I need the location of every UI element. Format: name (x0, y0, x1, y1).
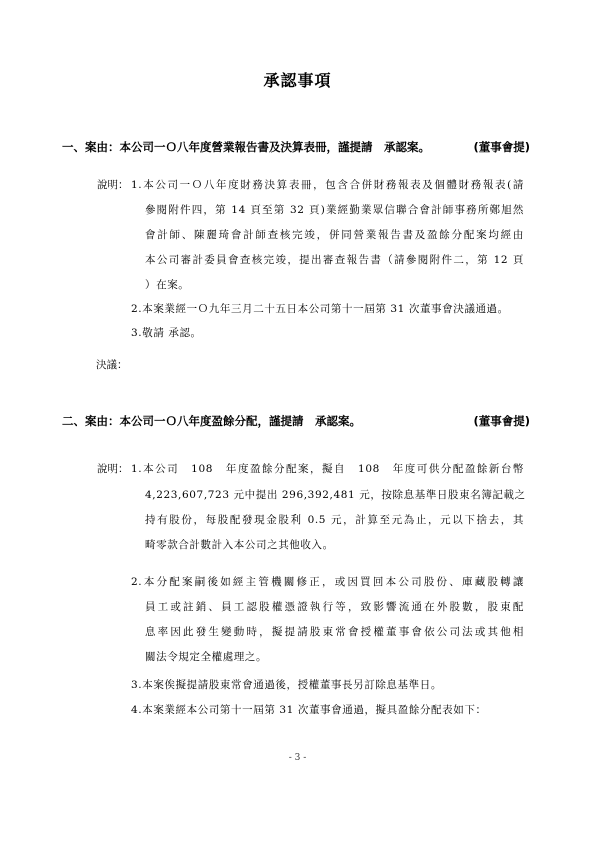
case-1-item-2: 2.本案業經一Ｏ九年三月二十五日本公司第十一屆第 31 次董事會決議通過。 (131, 303, 509, 315)
case-1-subject: 一、案由：本公司一Ｏ八年度營業報告書及決算表冊，謹提請 承認案。 (62, 140, 430, 154)
case-1-item-1-line-2: 參閱附件四，第 14 頁至第 32 頁)業經勤業眾信聯合會計師事務所鄭旭然 (145, 204, 524, 216)
case-2-item-2-line-2: 員工或註銷、員工認股權憑證執行等，致影響流通在外股數，股東配 (145, 601, 524, 613)
case-1-item-3: 3.敬請 承認。 (131, 327, 202, 339)
case-2-item-4: 4.本案業經本公司第十一屆第 31 次董事會通過，擬具盈餘分配表如下： (131, 704, 487, 716)
page-title: 承認事項 (263, 71, 332, 90)
case-2-subject: 二、案由：本公司一Ｏ八年度盈餘分配，謹提請 承認案。 (62, 414, 361, 428)
case-2-item-1-line-4: 畸零款合計數計入本公司之其他收入。 (145, 539, 334, 551)
case-1-item-1-line-3: 會計師、陳麗琦會計師查核完竣，併同營業報告書及盈餘分配案均經由 (145, 229, 524, 241)
case-1-item-1-line-1: 1.本公司一Ｏ八年度財務決算表冊，包含合併財務報表及個體財務報表(請 (131, 179, 524, 191)
case-2-heading (62, 413, 530, 431)
case-1-heading (62, 139, 530, 157)
case-1-item-1-line-5: ）在案。 (145, 279, 190, 291)
case-2-proposer: (董事會提) (473, 414, 530, 428)
case-2-item-2-line-3: 息率因此發生變動時，擬提請股東常會授權董事會依公司法或其他相 (145, 626, 524, 638)
case-2-item-2-line-4: 關法令規定全權處理之。 (145, 651, 268, 663)
page-number: - 3 - (288, 753, 307, 763)
case-1-proposer: (董事會提) (473, 140, 530, 154)
case-1-item-1-line-4: 本公司審計委員會查核完竣，提出審查報告書（請參閱附件二，第 12 頁 (145, 254, 524, 266)
case-2-item-1-line-1: 1.本公司 108 年度盈餘分配案，擬自 108 年度可供分配盈餘新台幣 (131, 463, 524, 475)
case-2-item-1-line-2: 4,223,607,723 元中提出 296,392,481 元，按除息基準日股東名簿記載之 (145, 489, 526, 501)
case-2-item-1-line-3: 持有股份，每股配發現金股利 0.5 元，計算至元為止，元以下捨去，其 (145, 514, 524, 526)
case-2-item-2-line-1: 2.本分配案嗣後如經主管機關修正，或因買回本公司股份、庫藏股轉讓 (131, 576, 524, 588)
case-1-resolution-label: 決議： (96, 359, 128, 371)
case-2-item-3: 3.本案俟擬提請股東常會通過後，授權董事長另訂除息基準日。 (131, 679, 442, 691)
case-2-explain-label: 說明： (97, 463, 129, 475)
case-1-explain-label: 說明： (97, 179, 129, 191)
